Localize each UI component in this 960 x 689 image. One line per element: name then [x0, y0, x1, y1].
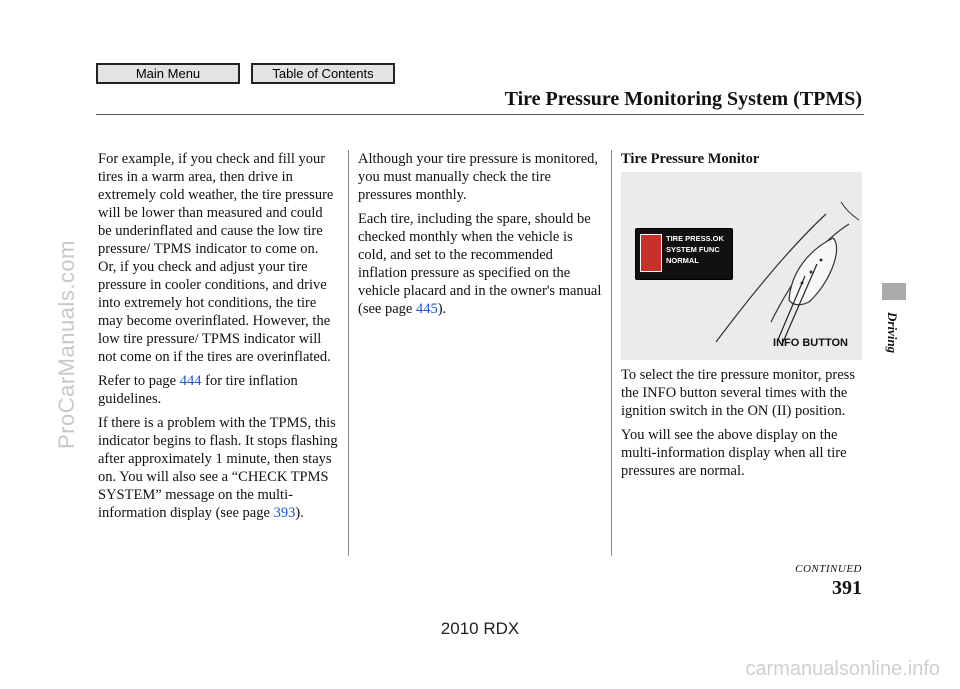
paragraph-monthly-check: Each tire, including the spare, should be checked monthly when the vehicle is cold, and set to the recommended inflation pressure as specified on the vehicle placard and in the owner's manual (see page 445). — [358, 211, 602, 317]
page-link-393[interactable]: 393 — [273, 505, 296, 521]
info-button-label: INFO BUTTON — [773, 337, 848, 349]
multi-information-display — [635, 228, 733, 280]
section-tab-marker — [882, 283, 906, 300]
paragraph-select-monitor: To select the tire pressure monitor, press the INFO button several times with the ignition switch in the ON (II) position. — [621, 367, 855, 419]
paragraph-manual-check: Although your tire pressure is monitored, you must manually check the tire pressures monthly. — [358, 151, 599, 203]
url-watermark: carmanualsonline.info — [745, 658, 940, 680]
page-title: Tire Pressure Monitoring System (TPMS) — [504, 88, 862, 110]
header-divider — [96, 114, 864, 115]
car-tire-icon — [640, 234, 662, 272]
section-label: Driving — [885, 312, 900, 354]
text-column-3 — [621, 150, 866, 486]
display-line-2: SYSTEM FUNC — [666, 245, 720, 254]
continued-label: CONTINUED — [795, 563, 862, 575]
section-subhead: Tire Pressure Monitor — [621, 151, 760, 167]
paragraph-normal-display: You will see the above display on the multi-information display when all tire pressures are normal. — [621, 427, 847, 479]
column-divider-1 — [348, 150, 349, 556]
paragraph-inflation-reference: Refer to page 444 for tire inflation guidelines. — [98, 373, 298, 407]
main-menu-button[interactable]: Main Menu — [96, 63, 240, 84]
column-divider-2 — [611, 150, 612, 556]
page-link-445[interactable]: 445 — [415, 301, 438, 317]
paragraph-tpms-problem: If there is a problem with the TPMS, this indicator begins to flash. It stops flashing after approximately 1 minute, then stays on. You will also see a “CHECK TPMS SYSTEM” message on the multi-information display (see page 393). — [98, 415, 338, 521]
tire-pressure-monitor-figure — [621, 172, 862, 360]
table-of-contents-button[interactable]: Table of Contents — [251, 63, 395, 84]
display-line-1: TIRE PRESS.OK — [666, 234, 724, 243]
model-footer: 2010 RDX — [440, 619, 520, 638]
side-watermark: ProCarManuals.com — [54, 240, 79, 450]
page-number: 391 — [832, 577, 862, 599]
paragraph-temperature-effect: For example, if you check and fill your tires in a warm area, then drive in extremely cold weather, the tire pressure will be lower than measured and could be underinflated and cause the low tire pressure/ TPMS indicator to come on. Or, if you check and adjust your tire pressure in cooler conditions, and drive into extremely hot conditions, the tire may become overinflated. However, the low tire pressure/ TPMS indicator will not come on if the tires are overinflated. — [98, 151, 334, 365]
text-column-2 — [358, 150, 603, 324]
page-link-444[interactable]: 444 — [179, 373, 202, 389]
text-column-1 — [98, 150, 338, 528]
display-line-3: NORMAL — [666, 256, 699, 265]
